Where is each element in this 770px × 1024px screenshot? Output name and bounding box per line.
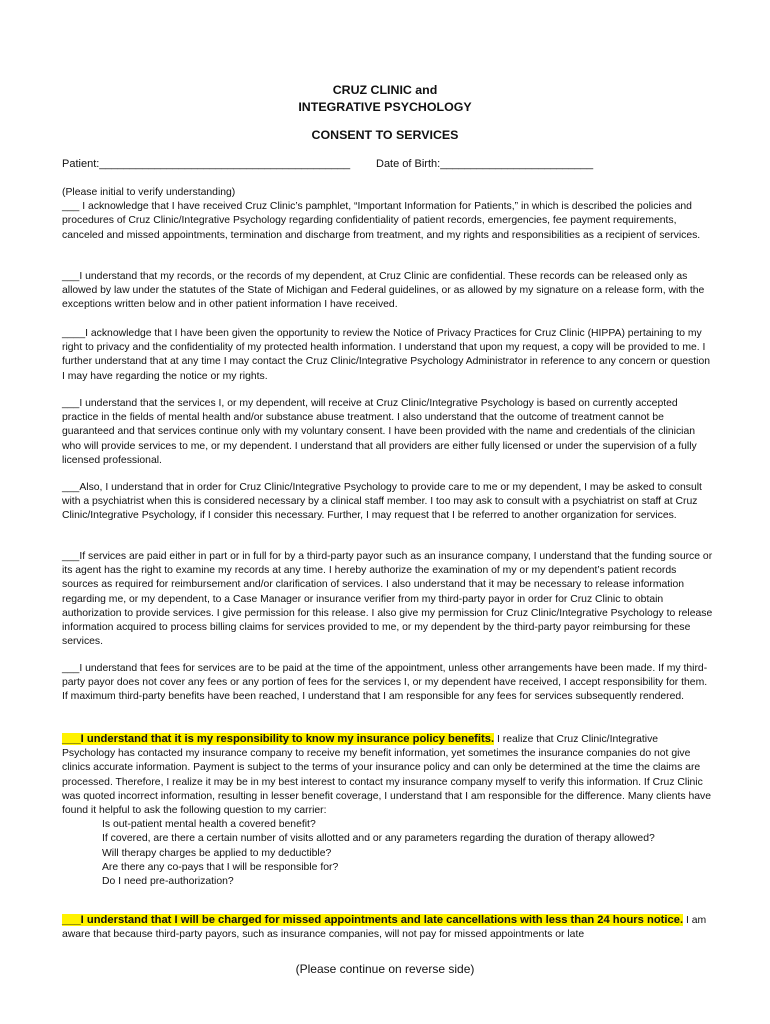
- paragraph-privacy: ____I acknowledge that I have been given the opportunity to review the Notice of Privacy Practices for Cruz Clinic (HIPPA) pertaining to my right to privacy and the confidentiality of my protected health information. I understand that upon my request, a copy will be provided to me. I further understand that at any time I may contact the Cruz Clinic/Integrative Psychology Administrator in reference to any concern or question I may have regarding the notice or my rights.: [62, 328, 711, 382]
- insurance-highlight: ___I understand that it is my responsibility to know my insurance policy benefits.: [62, 733, 495, 745]
- paragraph-missed-appointments: [62, 913, 714, 942]
- paragraph-records: ___I understand that my records, or the records of my dependent, at Cruz Clinic are confidential. These records can be released only as allowed by law under the statutes of the State of Michigan and Federal guidelines, or as allowed by my signature on a release form, with the exceptions written below and in other patient information I have received.: [62, 271, 705, 311]
- intro-label: (Please initial to verify understanding): [62, 187, 236, 198]
- page-title: CONSENT TO SERVICES: [311, 128, 459, 142]
- question-item: Is out-patient mental health a covered benefit?: [102, 819, 316, 831]
- insurance-text: I realize that Cruz Clinic/Integrative Psychology has contacted my insurance company to receive my benefit information, yet sometimes the insurance companies do not give clinics accurate information. Payment is subject to the terms of your insurance policy and can only be determined at the time the claims are processed. Therefore, I realize it may be in my best interest to contact my insurance company myself to verify this information. If Cruz Clinic was quoted incorrect information, resulting in lesser benefit coverage, I understand that I am responsible for the difference. Many clients have found it helpful to ask the following question to my carrier:: [62, 734, 711, 817]
- paragraph-pamphlet: ___ I acknowledge that I have received Cruz Clinic’s pamphlet, “Important Information for Patients,” in which is described the policies and procedures of Cruz Clinic/Integrative Psychology regarding confidentiality of patient records, emergencies, fee payment requirements, canceled and missed appointments, termination and discharge from treatment, and my rights and responsibilities as a recipient of services.: [62, 201, 701, 241]
- clinic-header: [0, 82, 770, 116]
- question-item: Are there any co-pays that I will be responsible for?: [102, 861, 339, 873]
- question-item: If covered, are there a certain number of visits allotted and or any parameters regarding the duration of therapy allowed?: [102, 833, 655, 845]
- question-item: Will therapy charges be applied to my deductible?: [102, 847, 332, 859]
- clinic-subtitle: INTEGRATIVE PSYCHOLOGY: [298, 100, 472, 114]
- question-item: Do I need pre-authorization?: [102, 876, 234, 888]
- paragraph-fees: ___I understand that fees for services are to be paid at the time of the appointment, unless other arrangements have been made. If my third-party payor does not cover any fees or any portion of fees for the services I, or my dependent have received, I accept responsibility for them. If maximum third-party benefits have been reached, I understand that I am responsible for any fees for services subsequently rendered.: [62, 663, 708, 703]
- intro-text: [62, 186, 714, 243]
- patient-field[interactable]: Patient:_________________________________________: [62, 158, 351, 170]
- paragraph-third-party: ___If services are paid either in part or in full for by a third-party payor such as an insurance company, I understand that the funding source or its agent has the right to examine my records at any time. I hereby authorize the examination of my or my dependent’s patient records sources as required for reimbursement and/or clarification of services. I also understand that it may be necessary to release information regarding me, or my dependent, to a Case Manager or insurance verifier from my third-party payor in order for Cruz Clinic to obtain authorization to provide services. I give permission for this release. I also give my permission for Cruz Clinic/Integrative Psychology to release information acquired to process billing claims for services provided to me, or my dependent by the third-party payor reimbursing for these services.: [62, 551, 713, 648]
- missed-text: I am aware that because third-party payors, such as insurance companies, will not pay for missed appointments or late: [62, 915, 707, 941]
- clinic-name: CRUZ CLINIC and: [332, 83, 438, 97]
- missed-highlight: ___I understand that I will be charged for missed appointments and late cancellations with less than 24 hours notice.: [62, 914, 684, 926]
- continue-note: (Please continue on reverse side): [295, 962, 475, 976]
- date-of-birth-field[interactable]: Date of Birth:_________________________: [376, 158, 594, 170]
- paragraph-insurance: [62, 732, 714, 889]
- paragraph-services: ___I understand that the services I, or my dependent, will receive at Cruz Clinic/Integrative Psychology is based on currently accepted practice in the fields of mental health and/or substance abuse treatment. I also understand that the outcome of treatment cannot be guaranteed and that services continue only with my voluntary consent. I have been provided with the name and credentials of the clinician who will provide services to me, or my dependent. I understand that all providers are either fully licensed or under the supervision of a fully licensed professional.: [62, 398, 697, 466]
- paragraph-psychiatrist: ___Also, I understand that in order for Cruz Clinic/Integrative Psychology to provide care to me or my dependent, I may be asked to consult with a psychiatrist when this is considered necessary by a clinical staff member. I too may ask to consult with a psychiatrist on staff at Cruz Clinic/Integrative Psychology, if I consider this necessary. Further, I may request that I be referred to another organization for services.: [62, 482, 702, 522]
